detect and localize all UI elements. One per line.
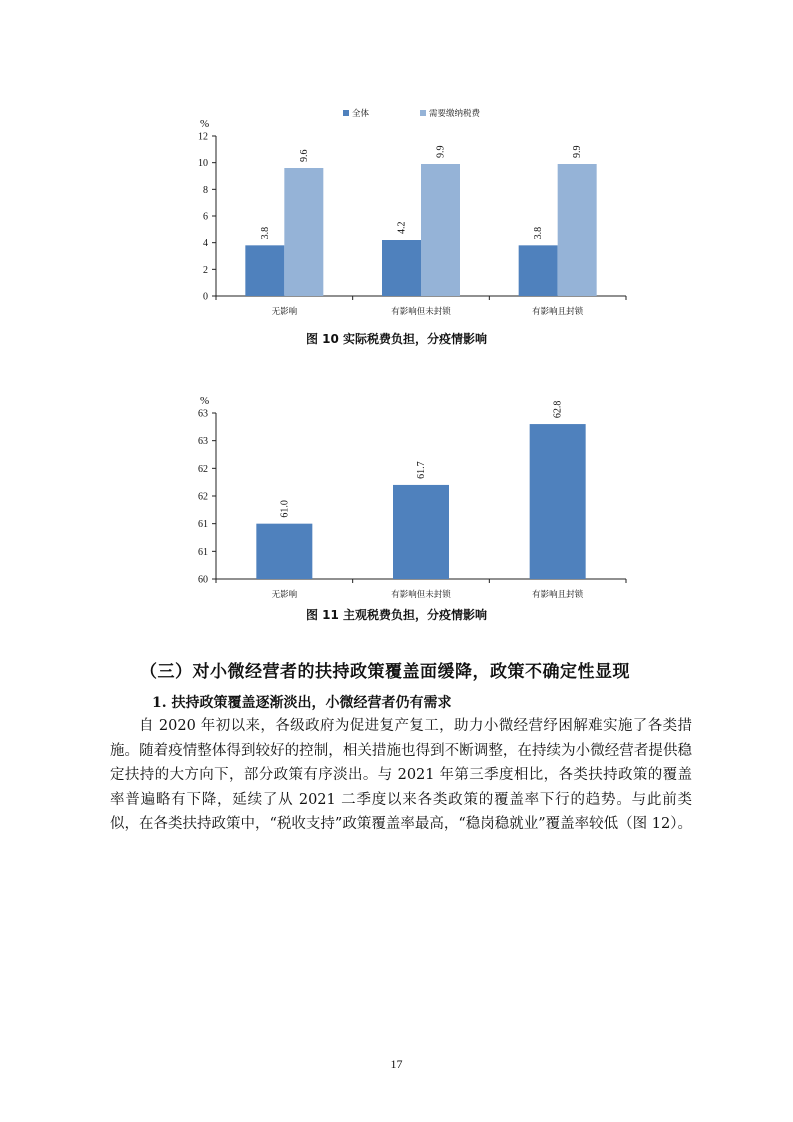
data-label: 3.8 [533,226,545,240]
y-tick-label: 61 [198,519,208,531]
y-tick-label: 2 [203,264,208,276]
data-label: 9.9 [435,145,447,158]
data-label: 9.9 [572,145,584,158]
data-label: 3.8 [259,226,271,240]
y-tick-label: 0 [203,291,208,303]
legend-entry: 全体 [352,109,370,119]
x-category-label: 有影响但未封锁 [391,590,451,600]
y-tick-label: 8 [203,184,208,196]
x-category-label: 无影响 [271,307,298,317]
legend-entry: 需要缴纳税费 [429,109,481,119]
y-tick-label: 61 [198,546,208,558]
y-tick-label: 12 [198,131,208,143]
data-label: 4.2 [396,221,408,234]
y-tick-label: 4 [203,238,208,250]
bar-value [256,524,312,579]
y-tick-label: 62 [198,463,208,475]
sub-title: 1. 扶持政策覆盖逐渐淡出，小微经营者仍有需求 [152,695,452,711]
y-tick-label: 62 [198,491,208,503]
y-tick-label: 60 [198,574,208,586]
y-unit-label: % [200,118,210,130]
x-category-label: 有影响且封锁 [532,307,584,317]
page-number: 17 [390,1057,403,1071]
chart-10-caption: 图 10 实际税费负担，分疫情影响 [305,332,488,346]
x-category-label: 无影响 [271,590,298,600]
y-tick-label: 10 [198,158,208,170]
body-paragraph: 自 2020 年初以来，各级政府为促进复产复工，助力小微经营纾困解难实施了各类措施。随着疫情整体得到较好的控制，相关措施也得到不断调整，在持续为小微经营者提供稳定扶持的大方向下，部分政策有序淡出。与 2021 年第三季度相比，各类扶持政策的覆盖率普遍略有下降，延续了从 2021 二季度以来各类政策的覆盖率下行的趋势。与此前类似，在各类扶持政策中，“税收支持”政策覆盖率最高，“稳岗稳就业”覆盖率较低（图 12）。 [110,718,692,832]
bar-value [393,485,449,579]
data-label: 61.0 [279,500,291,518]
chart-11-caption: 图 11 主观税费负担，分疫情影响 [305,608,488,622]
x-category-label: 有影响但未封锁 [391,307,451,317]
y-tick-label: 63 [198,436,208,448]
y-tick-label: 63 [198,408,208,420]
data-label: 9.6 [298,149,310,162]
section-title: （三）对小微经营者的扶持政策覆盖面缓降，政策不确定性显现 [140,662,630,682]
bar-value [530,424,586,579]
y-tick-label: 6 [203,211,208,223]
x-category-label: 有影响且封锁 [532,590,584,600]
data-label: 61.7 [416,461,427,479]
data-label: 62.8 [552,400,564,419]
y-unit-label: % [200,395,210,407]
